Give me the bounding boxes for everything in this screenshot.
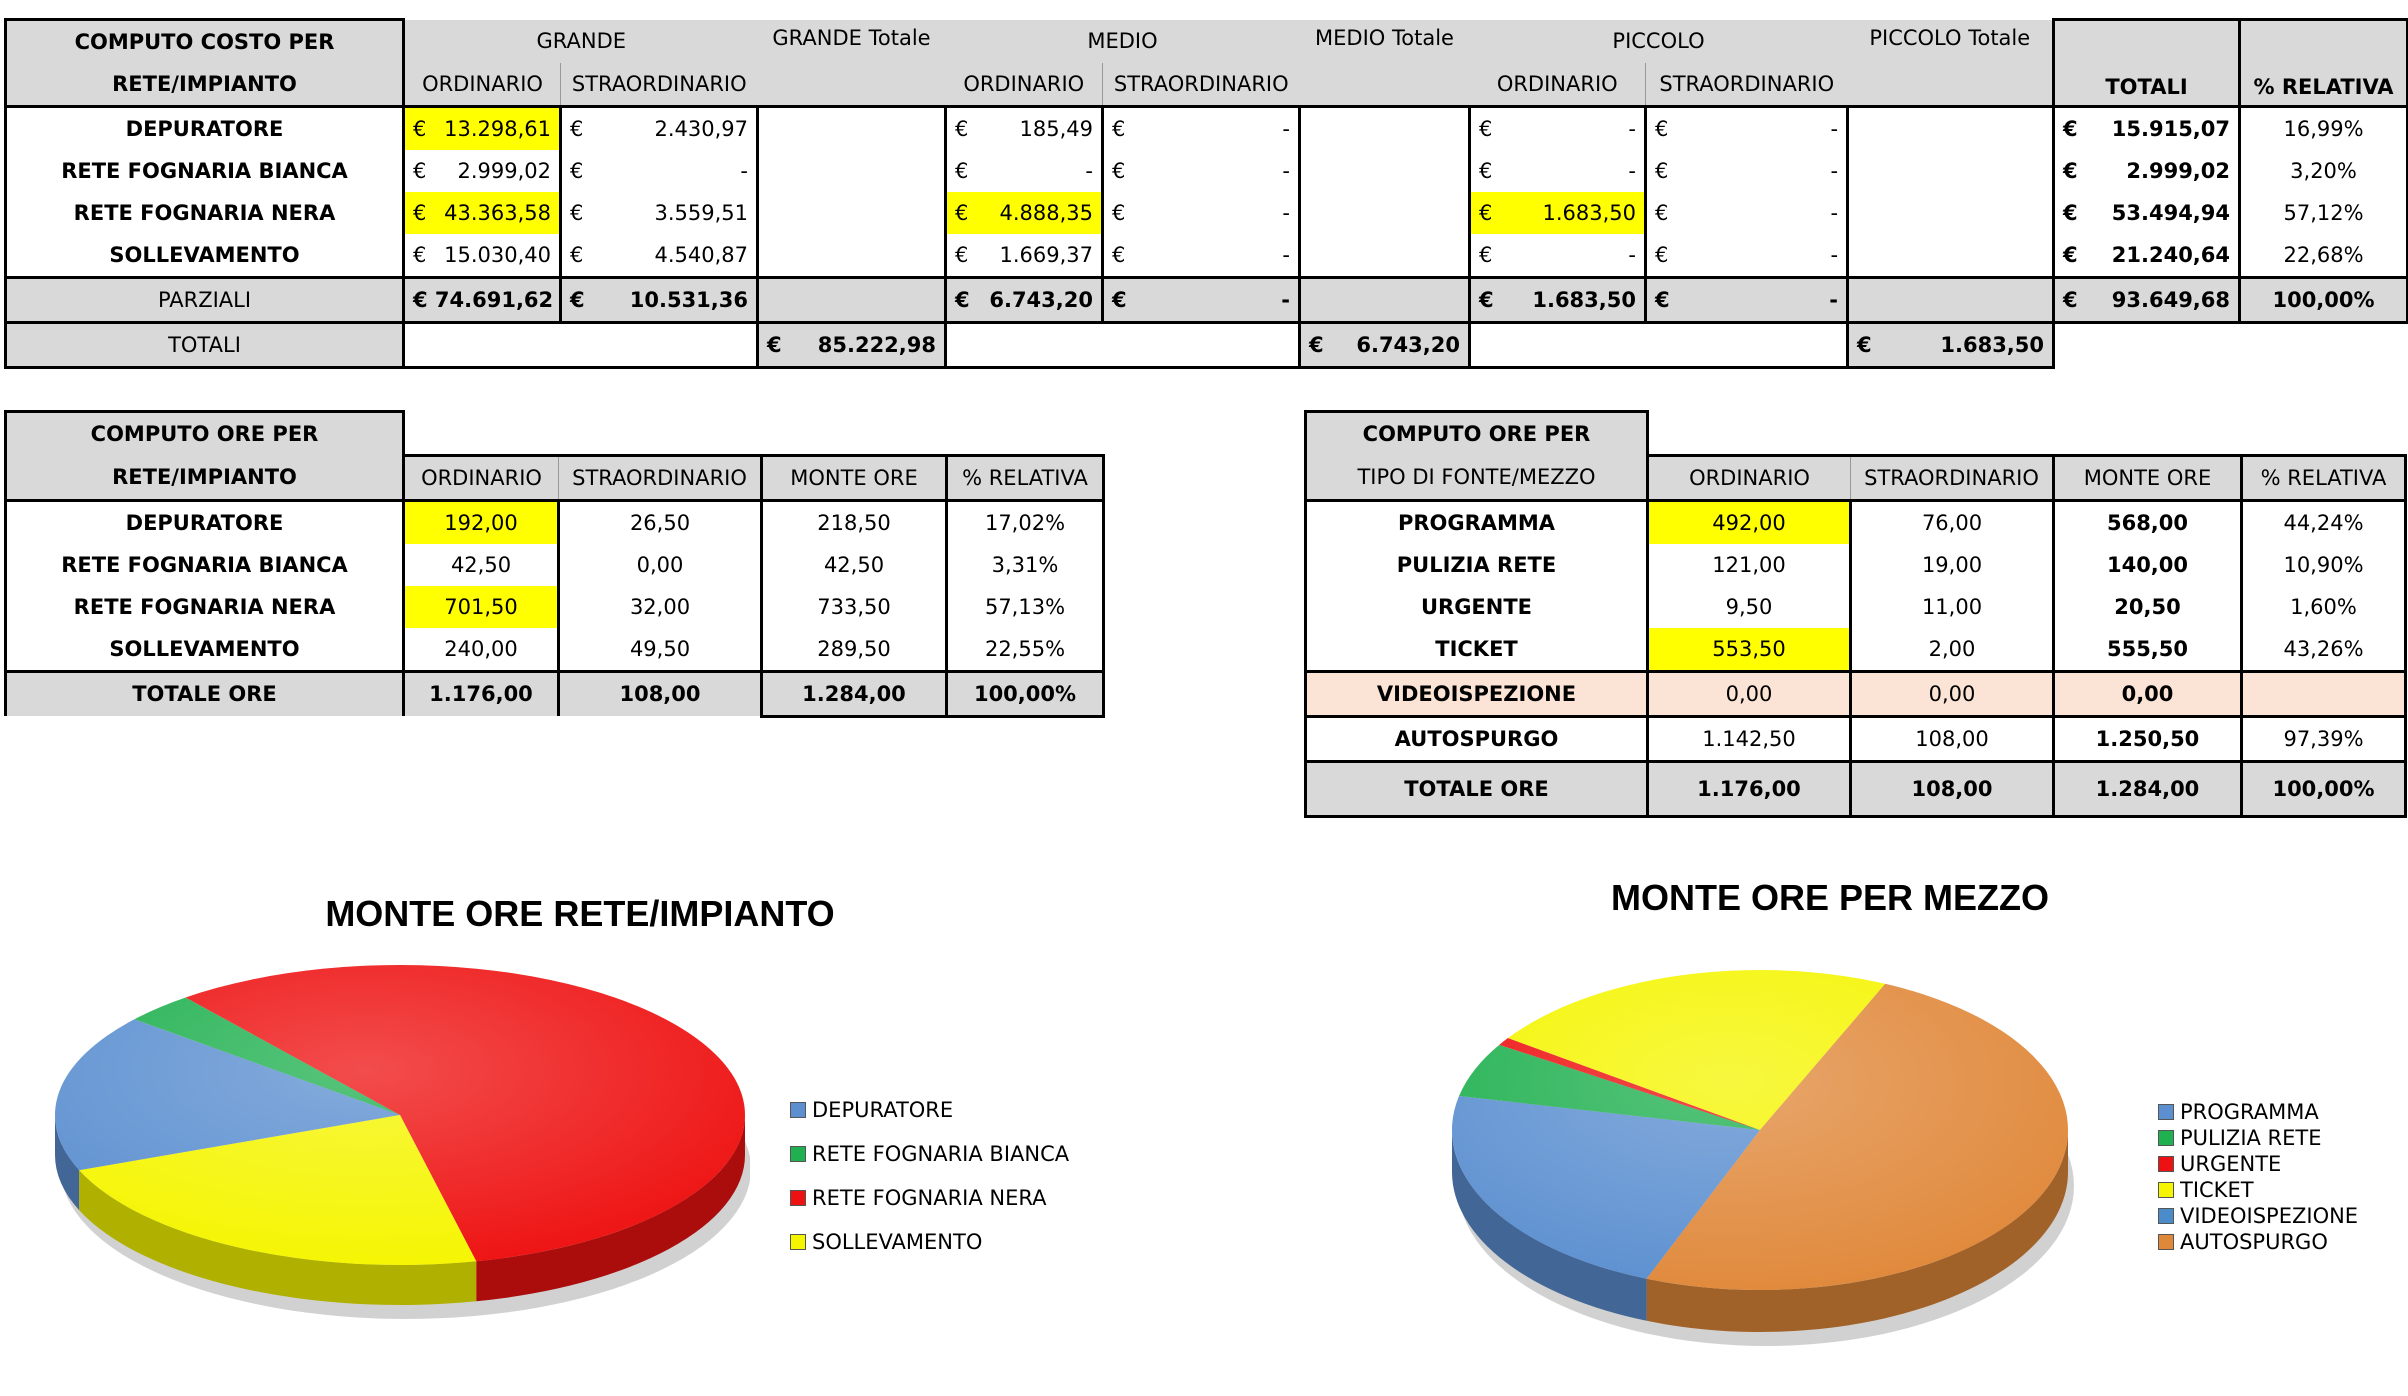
cell-monte: 1.250,50 bbox=[2054, 716, 2242, 761]
total-row bbox=[1306, 761, 2406, 816]
table-row bbox=[1306, 716, 2406, 761]
cell-rel: 44,24% bbox=[2242, 500, 2406, 544]
parziali-tot: € 93.649,68 bbox=[2054, 278, 2240, 323]
total-str: 108,00 bbox=[1851, 761, 2054, 816]
cell-m-tot bbox=[1300, 192, 1470, 234]
cell-m-str: € - bbox=[1103, 150, 1300, 192]
legend-swatch bbox=[2158, 1130, 2174, 1146]
cost-table bbox=[4, 18, 2408, 369]
legend-item bbox=[790, 1186, 1069, 1210]
row-label: RETE FOGNARIA BIANCA bbox=[6, 544, 404, 586]
cell-g-tot bbox=[758, 234, 946, 278]
cell-p-tot bbox=[1848, 234, 2054, 278]
cell-rel: 57,13% bbox=[947, 586, 1104, 628]
table-row bbox=[1306, 500, 2406, 544]
cell-m-str: € - bbox=[1103, 192, 1300, 234]
row-label: SOLLEVAMENTO bbox=[6, 234, 404, 278]
table-row bbox=[6, 500, 1104, 544]
cell-g-ord: € 13.298,61 bbox=[404, 107, 561, 151]
cell-str: 49,50 bbox=[559, 628, 762, 672]
cell-rel: 10,90% bbox=[2242, 544, 2406, 586]
row-label: TICKET bbox=[1306, 628, 1648, 672]
cell-p-ord: € - bbox=[1479, 243, 1636, 267]
legend-swatch bbox=[2158, 1104, 2174, 1120]
legend-label: SOLLEVAMENTO bbox=[812, 1230, 983, 1254]
legend-item bbox=[2158, 1178, 2358, 1202]
cell-m-ord: € 4.888,35 bbox=[946, 192, 1103, 234]
parziali-m-ord: € 6.743,20 bbox=[946, 278, 1103, 323]
cell-str: 76,00 bbox=[1851, 500, 2054, 544]
legend-label: URGENTE bbox=[2180, 1152, 2282, 1176]
sub-grande-str: STRAORDINARIO bbox=[561, 63, 758, 107]
header-spacer bbox=[1648, 412, 2406, 456]
totali-blank-5 bbox=[2240, 323, 2408, 368]
header-monte-ore: MONTE ORE bbox=[2054, 455, 2242, 500]
parziali-m-tot bbox=[1300, 278, 1470, 323]
header-grande-totale: GRANDE Totale bbox=[758, 20, 946, 107]
legend-label: RETE FOGNARIA NERA bbox=[812, 1186, 1047, 1210]
header-straordinario: STRAORDINARIO bbox=[559, 455, 762, 500]
hours-title-2: TIPO DI FONTE/MEZZO bbox=[1306, 455, 1648, 500]
cell-str: 0,00 bbox=[1851, 671, 2054, 716]
totali-blank-2 bbox=[946, 323, 1300, 368]
cell-ord: 0,00 bbox=[1648, 671, 1851, 716]
cell-m-ord: € 185,49 bbox=[955, 117, 1093, 141]
cell-monte: 568,00 bbox=[2054, 500, 2242, 544]
cell-str: 26,50 bbox=[559, 500, 762, 544]
cell-rel: 1,60% bbox=[2242, 586, 2406, 628]
parziali-p-ord: € 1.683,50 bbox=[1470, 278, 1646, 323]
cell-tot: € 2.999,02 bbox=[2054, 150, 2240, 192]
totali-piccolo: € 1.683,50 bbox=[1848, 323, 2054, 368]
cell-p-tot bbox=[1848, 107, 2054, 151]
parziali-g-tot bbox=[758, 278, 946, 323]
header-medio-totale: MEDIO Totale bbox=[1300, 20, 1470, 107]
cell-rel: 17,02% bbox=[947, 500, 1104, 544]
total-str: 108,00 bbox=[559, 671, 762, 716]
hours-by-source-table bbox=[1304, 410, 2407, 818]
table-row bbox=[6, 150, 2408, 192]
cell-tot: € 21.240,64 bbox=[2054, 234, 2240, 278]
legend-swatch bbox=[2158, 1208, 2174, 1224]
header-medio: MEDIO bbox=[946, 20, 1300, 64]
cell-ord: 492,00 bbox=[1648, 500, 1851, 544]
cell-rel bbox=[2242, 671, 2406, 716]
cell-ord: 1.142,50 bbox=[1702, 726, 1796, 751]
chart2-legend bbox=[2158, 1100, 2358, 1256]
cell-m-str: € - bbox=[1103, 107, 1300, 151]
cell-str: 2,00 bbox=[1851, 628, 2054, 672]
cell-monte: 733,50 bbox=[762, 586, 947, 628]
legend-swatch bbox=[790, 1146, 806, 1162]
header-grande: GRANDE bbox=[404, 20, 758, 64]
legend-swatch bbox=[790, 1102, 806, 1118]
pie-gloss bbox=[55, 965, 745, 1265]
totali-blank-3 bbox=[1470, 323, 1848, 368]
total-label: TOTALE ORE bbox=[6, 671, 404, 716]
cell-str: 108,00 bbox=[1851, 716, 2054, 761]
legend-swatch bbox=[790, 1234, 806, 1250]
cell-g-str: € - bbox=[561, 150, 758, 192]
legend-item bbox=[2158, 1230, 2358, 1254]
cell-p-tot bbox=[1848, 150, 2054, 192]
total-ord: 1.176,00 bbox=[1648, 761, 1851, 816]
parziali-m-str: € - bbox=[1103, 278, 1300, 323]
cell-ord: 701,50 bbox=[404, 586, 559, 628]
cell-monte: 20,50 bbox=[2054, 586, 2242, 628]
cell-ord: 240,00 bbox=[444, 636, 518, 661]
cell-tot: € 15.915,07 bbox=[2054, 107, 2240, 151]
legend-swatch bbox=[2158, 1182, 2174, 1198]
table-row bbox=[6, 107, 2408, 151]
cell-g-tot bbox=[758, 192, 946, 234]
legend-item bbox=[790, 1098, 1069, 1122]
parziali-g-ord: € 74.691,62 bbox=[404, 278, 561, 323]
table-row bbox=[6, 628, 1104, 672]
row-label: RETE FOGNARIA NERA bbox=[6, 586, 404, 628]
row-label: DEPURATORE bbox=[6, 500, 404, 544]
cell-ord: 42,50 bbox=[450, 552, 512, 577]
cell-rel: 3,31% bbox=[947, 544, 1104, 586]
cell-rel: 97,39% bbox=[2242, 716, 2406, 761]
totali-label: TOTALI bbox=[6, 323, 404, 368]
table-row bbox=[1306, 586, 2406, 628]
header-piccolo: PICCOLO bbox=[1470, 20, 1848, 64]
hours-title-2: RETE/IMPIANTO bbox=[6, 455, 404, 500]
legend-swatch bbox=[790, 1190, 806, 1206]
cell-p-ord: € - bbox=[1479, 117, 1636, 141]
header-ordinario: ORDINARIO bbox=[1648, 455, 1851, 500]
total-label: TOTALE ORE bbox=[1306, 761, 1648, 816]
row-label: RETE FOGNARIA NERA bbox=[6, 192, 404, 234]
row-label: URGENTE bbox=[1306, 586, 1648, 628]
sub-piccolo-str: STRAORDINARIO bbox=[1646, 63, 1848, 107]
total-monte: 1.284,00 bbox=[2054, 761, 2242, 816]
parziali-p-str: € - bbox=[1646, 278, 1848, 323]
legend-label: AUTOSPURGO bbox=[2180, 1230, 2328, 1254]
row-label: VIDEOISPEZIONE bbox=[1306, 671, 1648, 716]
cell-ord: 192,00 bbox=[404, 500, 559, 544]
header-totali: TOTALI bbox=[2054, 20, 2240, 107]
legend-label: VIDEOISPEZIONE bbox=[2180, 1204, 2359, 1228]
cell-p-ord: € - bbox=[1479, 159, 1636, 183]
cell-g-tot bbox=[758, 150, 946, 192]
pie-gloss bbox=[1452, 970, 2068, 1290]
cell-p-str: € - bbox=[1646, 150, 1848, 192]
legend-label: PULIZIA RETE bbox=[2180, 1126, 2322, 1150]
legend-label: TICKET bbox=[2180, 1178, 2254, 1202]
header-monte-ore: MONTE ORE bbox=[762, 455, 947, 500]
total-row bbox=[6, 671, 1104, 716]
table-row bbox=[1306, 628, 2406, 672]
sub-piccolo-ord: ORDINARIO bbox=[1470, 63, 1646, 107]
totali-row bbox=[6, 323, 2408, 368]
cell-p-tot bbox=[1848, 192, 2054, 234]
cell-g-ord: € 43.363,58 bbox=[404, 192, 561, 234]
cell-g-str: € 3.559,51 bbox=[561, 192, 758, 234]
cell-monte: 218,50 bbox=[762, 500, 947, 544]
cell-rel: 3,20% bbox=[2240, 150, 2408, 192]
row-label: PROGRAMMA bbox=[1306, 500, 1648, 544]
table-row bbox=[6, 234, 2408, 278]
totali-blank-4 bbox=[2054, 323, 2240, 368]
table-row bbox=[6, 192, 2408, 234]
cell-str: 0,00 bbox=[559, 544, 762, 586]
table-row bbox=[6, 586, 1104, 628]
totali-grande: € 85.222,98 bbox=[758, 323, 946, 368]
sub-medio-ord: ORDINARIO bbox=[946, 63, 1103, 107]
cell-p-str: € - bbox=[1646, 192, 1848, 234]
parziali-label: PARZIALI bbox=[6, 278, 404, 323]
cell-p-str: € - bbox=[1646, 234, 1848, 278]
cell-m-ord: € 1.669,37 bbox=[955, 243, 1093, 267]
totali-medio: € 6.743,20 bbox=[1300, 323, 1470, 368]
parziali-rel: 100,00% bbox=[2240, 278, 2408, 323]
parziali-p-tot bbox=[1848, 278, 2054, 323]
cell-m-str: € - bbox=[1103, 234, 1300, 278]
cell-rel: 22,68% bbox=[2240, 234, 2408, 278]
total-ord: 1.176,00 bbox=[404, 671, 559, 716]
cell-str: 32,00 bbox=[559, 586, 762, 628]
cell-rel: 16,99% bbox=[2240, 107, 2408, 151]
pie-chart-mezzo bbox=[1440, 960, 2080, 1360]
legend-item bbox=[2158, 1152, 2358, 1176]
row-label: RETE FOGNARIA BIANCA bbox=[6, 150, 404, 192]
cell-ord: 9,50 bbox=[1725, 594, 1773, 619]
header-relativa: % RELATIVA bbox=[2242, 455, 2406, 500]
total-rel: 100,00% bbox=[2242, 761, 2406, 816]
parziali-row bbox=[6, 278, 2408, 323]
cell-p-str: € - bbox=[1646, 107, 1848, 151]
header-piccolo-totale: PICCOLO Totale bbox=[1848, 20, 2054, 107]
hours-title-1: COMPUTO ORE PER bbox=[1306, 412, 1648, 456]
cell-str: 11,00 bbox=[1851, 586, 2054, 628]
cell-monte: 0,00 bbox=[2054, 671, 2242, 716]
sub-medio-str: STRAORDINARIO bbox=[1103, 63, 1300, 107]
legend-label: RETE FOGNARIA BIANCA bbox=[812, 1142, 1070, 1166]
cell-monte: 140,00 bbox=[2054, 544, 2242, 586]
hours-by-network-table bbox=[4, 410, 1105, 718]
total-rel: 100,00% bbox=[947, 671, 1104, 716]
legend-swatch bbox=[2158, 1234, 2174, 1250]
cell-m-tot bbox=[1300, 150, 1470, 192]
cell-ord: 553,50 bbox=[1648, 628, 1851, 672]
cell-g-ord: € 15.030,40 bbox=[413, 243, 551, 267]
cell-m-ord: € - bbox=[955, 159, 1093, 183]
cell-g-str: € 4.540,87 bbox=[561, 234, 758, 278]
total-monte: 1.284,00 bbox=[762, 671, 947, 716]
header-straordinario: STRAORDINARIO bbox=[1851, 455, 2054, 500]
cell-m-tot bbox=[1300, 234, 1470, 278]
cell-rel: 57,12% bbox=[2240, 192, 2408, 234]
totali-blank-1 bbox=[404, 323, 758, 368]
chart2-title: MONTE ORE PER MEZZO bbox=[1610, 877, 2049, 918]
header-relativa: % RELATIVA bbox=[2240, 20, 2408, 107]
table-row bbox=[1306, 671, 2406, 716]
row-label: AUTOSPURGO bbox=[1306, 716, 1648, 761]
table-row bbox=[1306, 544, 2406, 586]
row-label: DEPURATORE bbox=[6, 107, 404, 151]
cost-title-1: COMPUTO COSTO PER bbox=[6, 20, 404, 64]
sub-grande-ord: ORDINARIO bbox=[404, 63, 561, 107]
parziali-g-str: € 10.531,36 bbox=[561, 278, 758, 323]
legend-item bbox=[2158, 1126, 2358, 1150]
legend-item bbox=[790, 1230, 1069, 1254]
row-label: PULIZIA RETE bbox=[1306, 544, 1648, 586]
legend-label: DEPURATORE bbox=[812, 1098, 954, 1122]
header-relativa: % RELATIVA bbox=[947, 455, 1104, 500]
cell-tot: € 53.494,94 bbox=[2054, 192, 2240, 234]
cell-g-ord: € 2.999,02 bbox=[413, 159, 551, 183]
header-ordinario: ORDINARIO bbox=[404, 455, 559, 500]
legend-swatch bbox=[2158, 1156, 2174, 1172]
cost-title-2: RETE/IMPIANTO bbox=[6, 63, 404, 107]
cell-p-ord: € 1.683,50 bbox=[1470, 192, 1646, 234]
chart1-title: MONTE ORE RETE/IMPIANTO bbox=[325, 893, 835, 934]
cell-ord: 121,00 bbox=[1712, 552, 1786, 577]
cell-monte: 555,50 bbox=[2054, 628, 2242, 672]
legend-item bbox=[790, 1142, 1069, 1166]
cell-monte: 42,50 bbox=[762, 544, 947, 586]
cell-str: 19,00 bbox=[1851, 544, 2054, 586]
hours-title-1: COMPUTO ORE PER bbox=[6, 412, 404, 456]
cell-rel: 43,26% bbox=[2242, 628, 2406, 672]
pie-chart-rete-impianto bbox=[50, 960, 750, 1360]
legend-item bbox=[2158, 1204, 2358, 1228]
cell-g-str: € 2.430,97 bbox=[561, 107, 758, 151]
cell-g-tot bbox=[758, 107, 946, 151]
legend-item bbox=[2158, 1100, 2358, 1124]
table-row bbox=[6, 544, 1104, 586]
row-label: SOLLEVAMENTO bbox=[6, 628, 404, 672]
legend-label: PROGRAMMA bbox=[2180, 1100, 2319, 1124]
chart1-legend bbox=[790, 1098, 1069, 1274]
header-spacer bbox=[404, 412, 1104, 456]
cell-m-tot bbox=[1300, 107, 1470, 151]
cell-rel: 22,55% bbox=[947, 628, 1104, 672]
cell-monte: 289,50 bbox=[762, 628, 947, 672]
